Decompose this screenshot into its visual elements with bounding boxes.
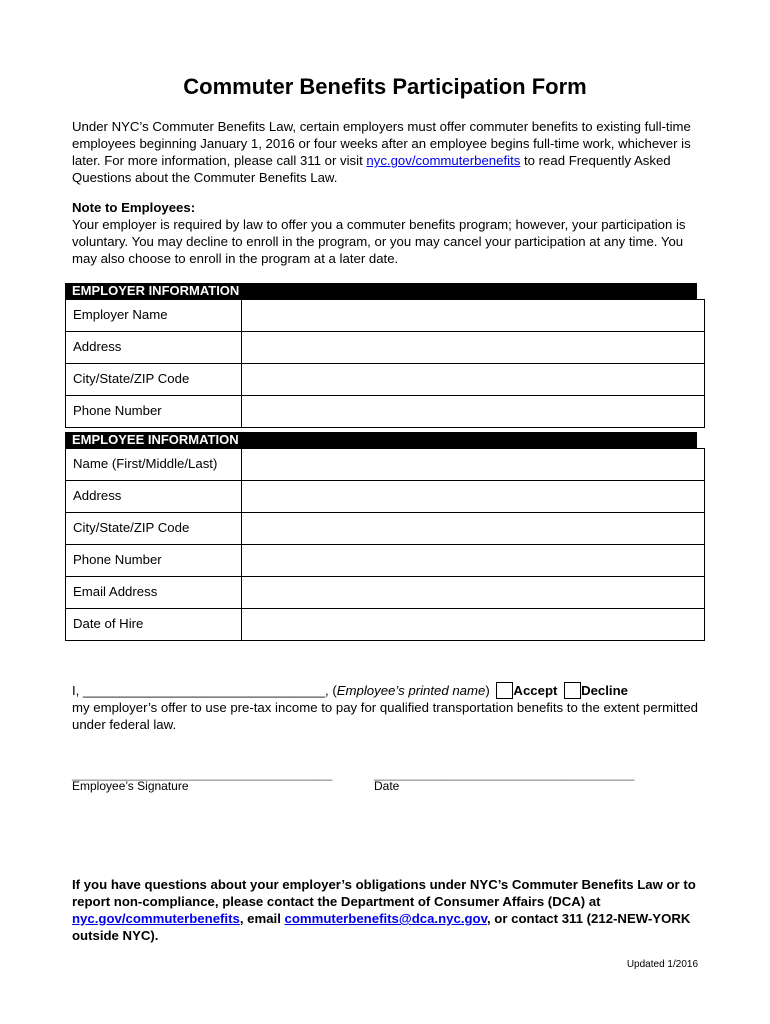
consent-statement — [72, 682, 712, 733]
date-line[interactable]: _______________________________________ — [374, 767, 635, 781]
employer-city-field[interactable] — [241, 364, 704, 396]
contact-text-3: , or contact 311 (212-NEW-YORK outside NYC). — [72, 911, 691, 943]
employer-address-label: Address — [66, 332, 242, 364]
table-row — [66, 396, 705, 428]
decline-label: Decline — [581, 683, 628, 698]
employer-info-table — [65, 299, 705, 428]
table-row — [66, 481, 705, 513]
contact-text-2: , email — [239, 911, 285, 926]
employee-section-title: EMPLOYEE INFORMATION — [72, 432, 239, 447]
table-row — [66, 300, 705, 332]
date-label: Date — [374, 779, 400, 793]
accept-checkbox[interactable] — [496, 682, 513, 699]
contact-paragraph — [72, 876, 704, 944]
employer-phone-field[interactable] — [241, 396, 704, 428]
employer-phone-label: Phone Number — [66, 396, 242, 428]
employer-city-input[interactable] — [242, 364, 704, 395]
printed-name-blank[interactable]: _________________________________ — [83, 683, 326, 698]
decline-checkbox[interactable] — [564, 682, 581, 699]
intro-text-before: Under NYC’s Commuter Benefits Law, certain employers must offer commuter benefits to existing full-time employees beginning January 1, 2016 or four weeks after an employee begins full-time work, whichever is later. For more information, please call 311 or visit — [72, 119, 691, 168]
employee-city-input[interactable] — [242, 513, 704, 544]
table-row — [66, 332, 705, 364]
employee-hire-date-label: Date of Hire — [66, 609, 242, 641]
employer-name-label: Employer Name — [66, 300, 242, 332]
employee-phone-field[interactable] — [241, 545, 704, 577]
contact-email-link[interactable]: commuterbenefits@dca.nyc.gov — [284, 911, 487, 926]
employee-name-label: Name (First/Middle/Last) — [66, 449, 242, 481]
employee-city-label: City/State/ZIP Code — [66, 513, 242, 545]
signature-line[interactable]: _______________________________________ — [72, 767, 333, 781]
employee-phone-label: Phone Number — [66, 545, 242, 577]
employer-phone-input[interactable] — [242, 396, 704, 427]
employer-city-label: City/State/ZIP Code — [66, 364, 242, 396]
intro-paragraph — [72, 118, 702, 186]
employee-phone-input[interactable] — [242, 545, 704, 576]
table-row — [66, 545, 705, 577]
intro-text-after: to read Frequently Asked Questions about the Commuter Benefits Law. — [72, 153, 671, 185]
header-bar-end — [697, 283, 705, 299]
table-row — [66, 609, 705, 641]
employer-address-input[interactable] — [242, 332, 704, 363]
employer-section-header — [65, 283, 705, 299]
table-row — [66, 364, 705, 396]
consent-close: ) — [485, 683, 490, 698]
table-row — [66, 513, 705, 545]
accept-label: Accept — [513, 683, 558, 698]
table-row — [66, 577, 705, 609]
consent-prefix: I, — [72, 683, 83, 698]
employee-email-label: Email Address — [66, 577, 242, 609]
contact-text-1: If you have questions about your employer’s obligations under NYC’s Commuter Benefits Law or to report non-compliance, please contact the Department of Consumer Affairs (DCA) at — [72, 877, 696, 909]
employer-section-title: EMPLOYER INFORMATION — [72, 283, 240, 298]
employee-city-field[interactable] — [241, 513, 704, 545]
note-body: Your employer is required by law to offer you a commuter benefits program; however, your participation is voluntary. You may decline to enroll in the program, or you may cancel your participation at any time. You may also choose to enroll in the program at a later date. — [72, 217, 686, 266]
employee-section-header — [65, 432, 705, 448]
contact-website-link[interactable]: nyc.gov/commuterbenefits — [72, 911, 240, 926]
employee-email-field[interactable] — [241, 577, 704, 609]
employee-hire-date-input[interactable] — [242, 609, 704, 640]
note-heading: Note to Employees: — [72, 200, 196, 215]
employee-address-input[interactable] — [242, 481, 704, 512]
printed-name-hint: Employee’s printed name — [336, 683, 486, 698]
employee-name-input[interactable] — [242, 449, 704, 480]
table-row — [66, 449, 705, 481]
updated-date: Updated 1/2016 — [626, 959, 698, 970]
consent-mid: , ( — [325, 683, 337, 698]
employee-address-field[interactable] — [241, 481, 704, 513]
employer-address-field[interactable] — [241, 332, 704, 364]
employer-name-input[interactable] — [242, 300, 704, 331]
employee-name-field[interactable] — [241, 449, 704, 481]
intro-link[interactable]: nyc.gov/commuterbenefits — [366, 153, 521, 168]
employer-name-field[interactable] — [241, 300, 704, 332]
header-bar-end — [697, 432, 705, 448]
consent-rest: my employer’s offer to use pre-tax income to pay for qualified transportation benefits to the extent permitted under federal law. — [72, 700, 699, 732]
signature-label: Employee’s Signature — [72, 779, 189, 793]
page-title: Commuter Benefits Participation Form — [183, 74, 587, 99]
employee-hire-date-field[interactable] — [241, 609, 704, 641]
employee-info-table — [65, 448, 705, 641]
employee-email-input[interactable] — [242, 577, 704, 608]
employee-address-label: Address — [66, 481, 242, 513]
